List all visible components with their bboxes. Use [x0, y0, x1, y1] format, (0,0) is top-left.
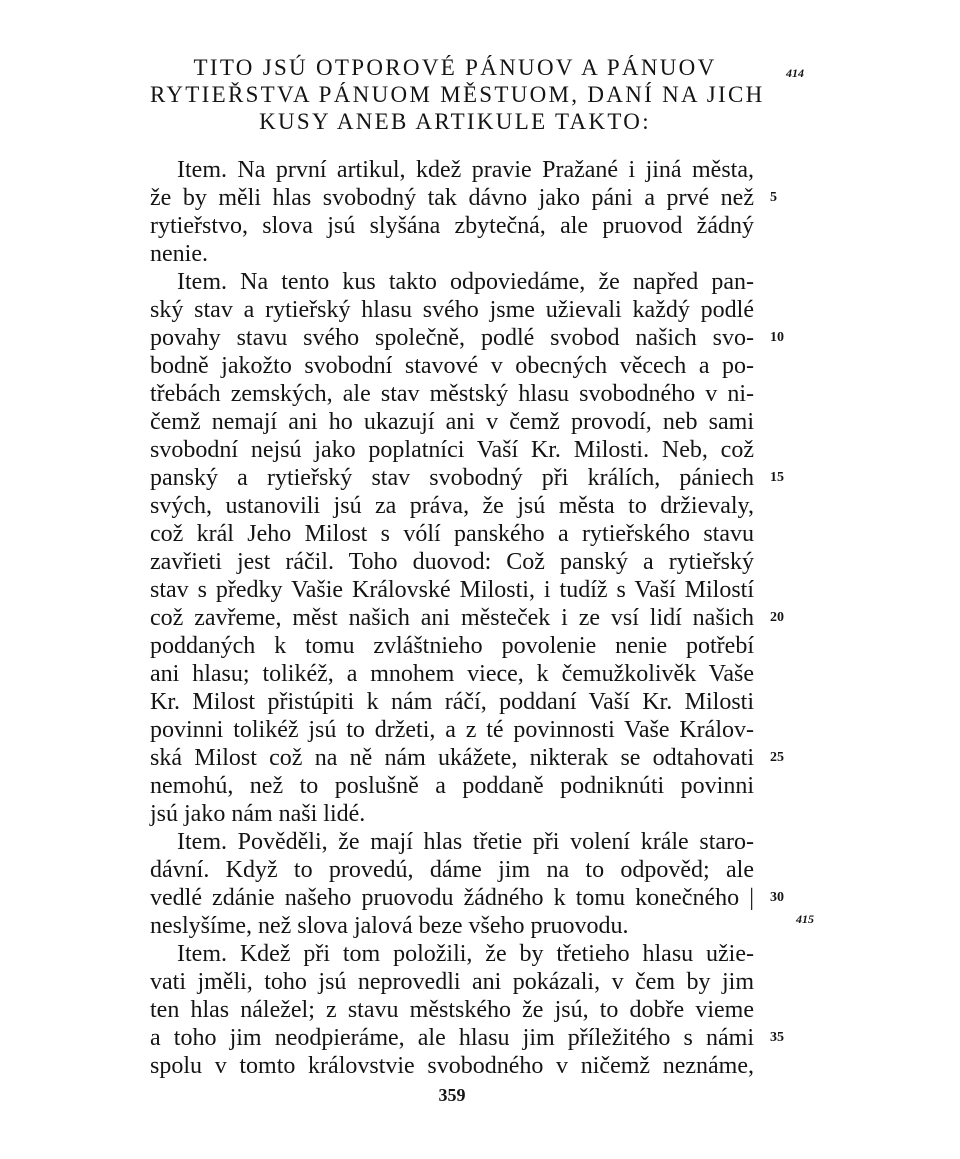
folio-number-bottom: 415: [796, 912, 814, 926]
text-line: což král Jeho Milost s vólí panského a rytieřského stavu: [150, 521, 754, 547]
line-number: 10: [770, 330, 784, 345]
text-line: nemohú, než to poslušně a poddaně podniknúti povinni: [150, 773, 754, 799]
text-line: spolu v tomto královstvie svobodného v ničemž neznáme,: [150, 1053, 754, 1079]
text-line: třebách zemských, ale stav městský hlasu svobodného v ni-: [150, 381, 754, 407]
text-line: svých, ustanovili jsú za práva, že jsú města to držievaly,: [150, 493, 754, 519]
line-number: 5: [770, 190, 777, 205]
text-line: zavřieti jest ráčil. Toho duovod: Což panský a rytieřský: [150, 549, 754, 575]
text-line: stav s předky Vašie Královské Milosti, i tudíž s Vaší Milostí: [150, 577, 754, 603]
text-line: svobodní nejsú jako poplatníci Vaší Kr. Milosti. Neb, což: [150, 437, 754, 463]
text-line: bodně jakožto svobodní stavové v obecných věcech a po-: [150, 353, 754, 379]
heading-line: KUSY ANEB ARTIKULE TAKTO:: [259, 109, 651, 134]
text-line: Kr. Milost přistúpiti k nám ráčí, poddaní Vaší Kr. Milosti: [150, 689, 754, 715]
text-line: a toho jim neodpieráme, ale hlasu jim příležitého s námi: [150, 1025, 754, 1051]
text-line: že by měli hlas svobodný tak dávno jako páni a prvé než: [150, 185, 754, 211]
text-line: nenie.: [150, 241, 208, 267]
text-line: čemž nemají ani ho ukazují ani v čemž provodí, neb sami: [150, 409, 754, 435]
heading-line: TITO JSÚ OTPOROVÉ PÁNUOV A PÁNUOV: [193, 55, 717, 80]
text-line: ten hlas náležel; z stavu městského že jsú, to dobře vieme: [150, 997, 754, 1023]
text-line: vati jměli, toho jsú neprovedli ani pokázali, v čem by jim: [150, 969, 754, 995]
text-line: ani hlasu; tolikéž, a mnohem viece, k čemužkolivěk Vaše: [150, 661, 754, 687]
text-line: ská Milost což na ně nám ukážete, nikterak se odtahovati: [150, 745, 754, 771]
text-line: jsú jako nám naši lidé.: [150, 801, 366, 827]
line-number: 15: [770, 470, 784, 485]
text-line: rytieřstvo, slova jsú slyšána zbytečná, ale pruovod žádný: [150, 213, 754, 239]
heading-line: RYTIEŘSTVA PÁNUOM MĚSTUOM, DANÍ NA JICH: [150, 82, 765, 107]
text-line: vedlé zdánie našeho pruovodu žádného k tomu konečného |: [150, 885, 754, 911]
text-line: Item. Kdež při tom položili, že by třetieho hlasu užie-: [177, 941, 754, 967]
line-number: 35: [770, 1030, 784, 1045]
text-line: poddaných k tomu zvláštnieho povolenie nenie potřebí: [150, 633, 754, 659]
page-number: 359: [438, 1085, 466, 1105]
text-line: ský stav a rytieřský hlasu svého jsme užievali každý podlé: [150, 297, 754, 323]
text-line: Item. Na tento kus takto odpoviedáme, že napřed pan-: [177, 269, 754, 295]
text-line: povinni tolikéž jsú to držeti, a z té povinnosti Vaše Králov-: [150, 717, 754, 743]
text-line: povahy stavu svého společně, podlé svobod našich svo-: [150, 325, 754, 351]
text-line: což zavřeme, měst našich ani městeček i ze vsí lidí našich: [150, 605, 754, 631]
text-line: Item. Na první artikul, kdež pravie Pražané i jiná města,: [177, 157, 754, 183]
section-heading: [150, 54, 765, 135]
text-line: panský a rytieřský stav svobodný při králích, pániech: [150, 465, 754, 491]
line-number: 25: [770, 750, 784, 765]
text-line: dávní. Když to provedú, dáme jim na to odpověd; ale: [150, 857, 754, 883]
text-line: neslyšíme, než slova jalová beze všeho pruovodu.: [150, 913, 629, 939]
text-line: Item. Pověděli, že mají hlas třetie při volení krále staro-: [177, 829, 754, 855]
line-number: 20: [770, 610, 784, 625]
line-number: 30: [770, 890, 784, 905]
folio-number-top: 414: [786, 66, 804, 80]
